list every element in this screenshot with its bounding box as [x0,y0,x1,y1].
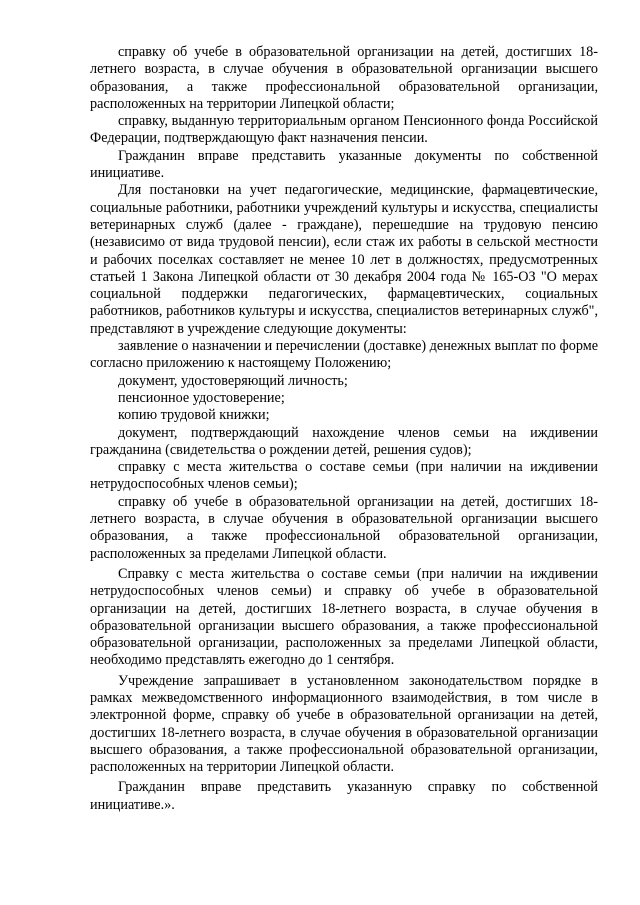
paragraph-pension-certificate: пенсионное удостоверение; [118,389,285,406]
paragraph-pension-fund-certificate: справку, выданную территориальным органом Пенсионного фонда Российской Федерации, подтверждающую факт назначения пенсии. [90,113,598,147]
paragraph-own-initiative-documents: Гражданин вправе представить указанные документы по собственной инициативе. [90,147,598,182]
paragraph-annual-submission: Справку с места жительства о составе семьи (при наличии на иждивении нетрудоспособных членов семьи) и справку об учебе в образовательной организации на детей, достигших 18-летнего возраста, в случае обучения в образовательной организации высшего образования, а также профессиональной образовательной организации, расположенных за пределами Липецкой области, необходимо представлять ежегодно до 1 сентября. [90,565,598,669]
document-body [90,44,598,814]
paragraph-application: заявление о назначении и перечислении (доставке) денежных выплат по форме согласно приложению к настоящему Положению; [90,338,598,372]
paragraph-education-certificate-outside: справку об учебе в образовательной организации на детей, достигших 18-летнего возраста, в случае обучения в образовательной организации высшего образования, а также профессиональной образовательной организации, расположенных за пределами Липецкой области. [90,493,598,562]
paragraph-own-initiative-certificate: Гражданин вправе представить указанную справку по собственной инициативе.». [90,779,598,813]
paragraph-family-composition: справку с места жительства о составе семьи (при наличии на иждивении нетрудоспособных членов семьи); [90,459,598,493]
paragraph-identity-document: документ, удостоверяющий личность; [118,372,348,389]
paragraph-interagency-request: Учреждение запрашивает в установленном законодательством порядке в рамках межведомственного информационного взаимодействия, в том числе в электронной форме, справку об учебе в образовательной организации на детей, достигших 18-летнего возраста, в случае обучения в образовательной организации высшего образования, а также профессиональной образовательной организации, расположенных на территории Липецкой области. [90,672,598,776]
paragraph-dependents-document: документ, подтверждающий нахождение членов семьи на иждивении гражданина (свидетельства о рождении детей, решения судов); [90,424,598,458]
paragraph-registration-requirements: Для постановки на учет педагогические, медицинские, фармацевтические, социальные работники, работники учреждений культуры и искусства, специалисты ветеринарных служб (далее - граждане), перешедшие на трудовую пенсию (независимо от вида трудовой пенсии), если стаж их работы в сельской местности и рабочих поселках составляет не менее 10 лет в должностях, предусмотренных статьей 1 Закона Липецкой области от 30 декабря 2004 года № 165-ОЗ "О мерах социальной поддержки педагогических, фармацевтических, социальных работников, работников культуры и искусства, специалистов ветеринарных служб", представляют в учреждение следующие документы: [90,182,598,337]
paragraph-employment-record: копию трудовой книжки; [118,407,270,424]
paragraph-education-certificate-lipetsk: справку об учебе в образовательной организации на детей, достигших 18-летнего возраста, в случае обучения в образовательной организации высшего образования, а также профессиональной образовательной организации, расположенных на территории Липецкой области; [90,44,598,112]
